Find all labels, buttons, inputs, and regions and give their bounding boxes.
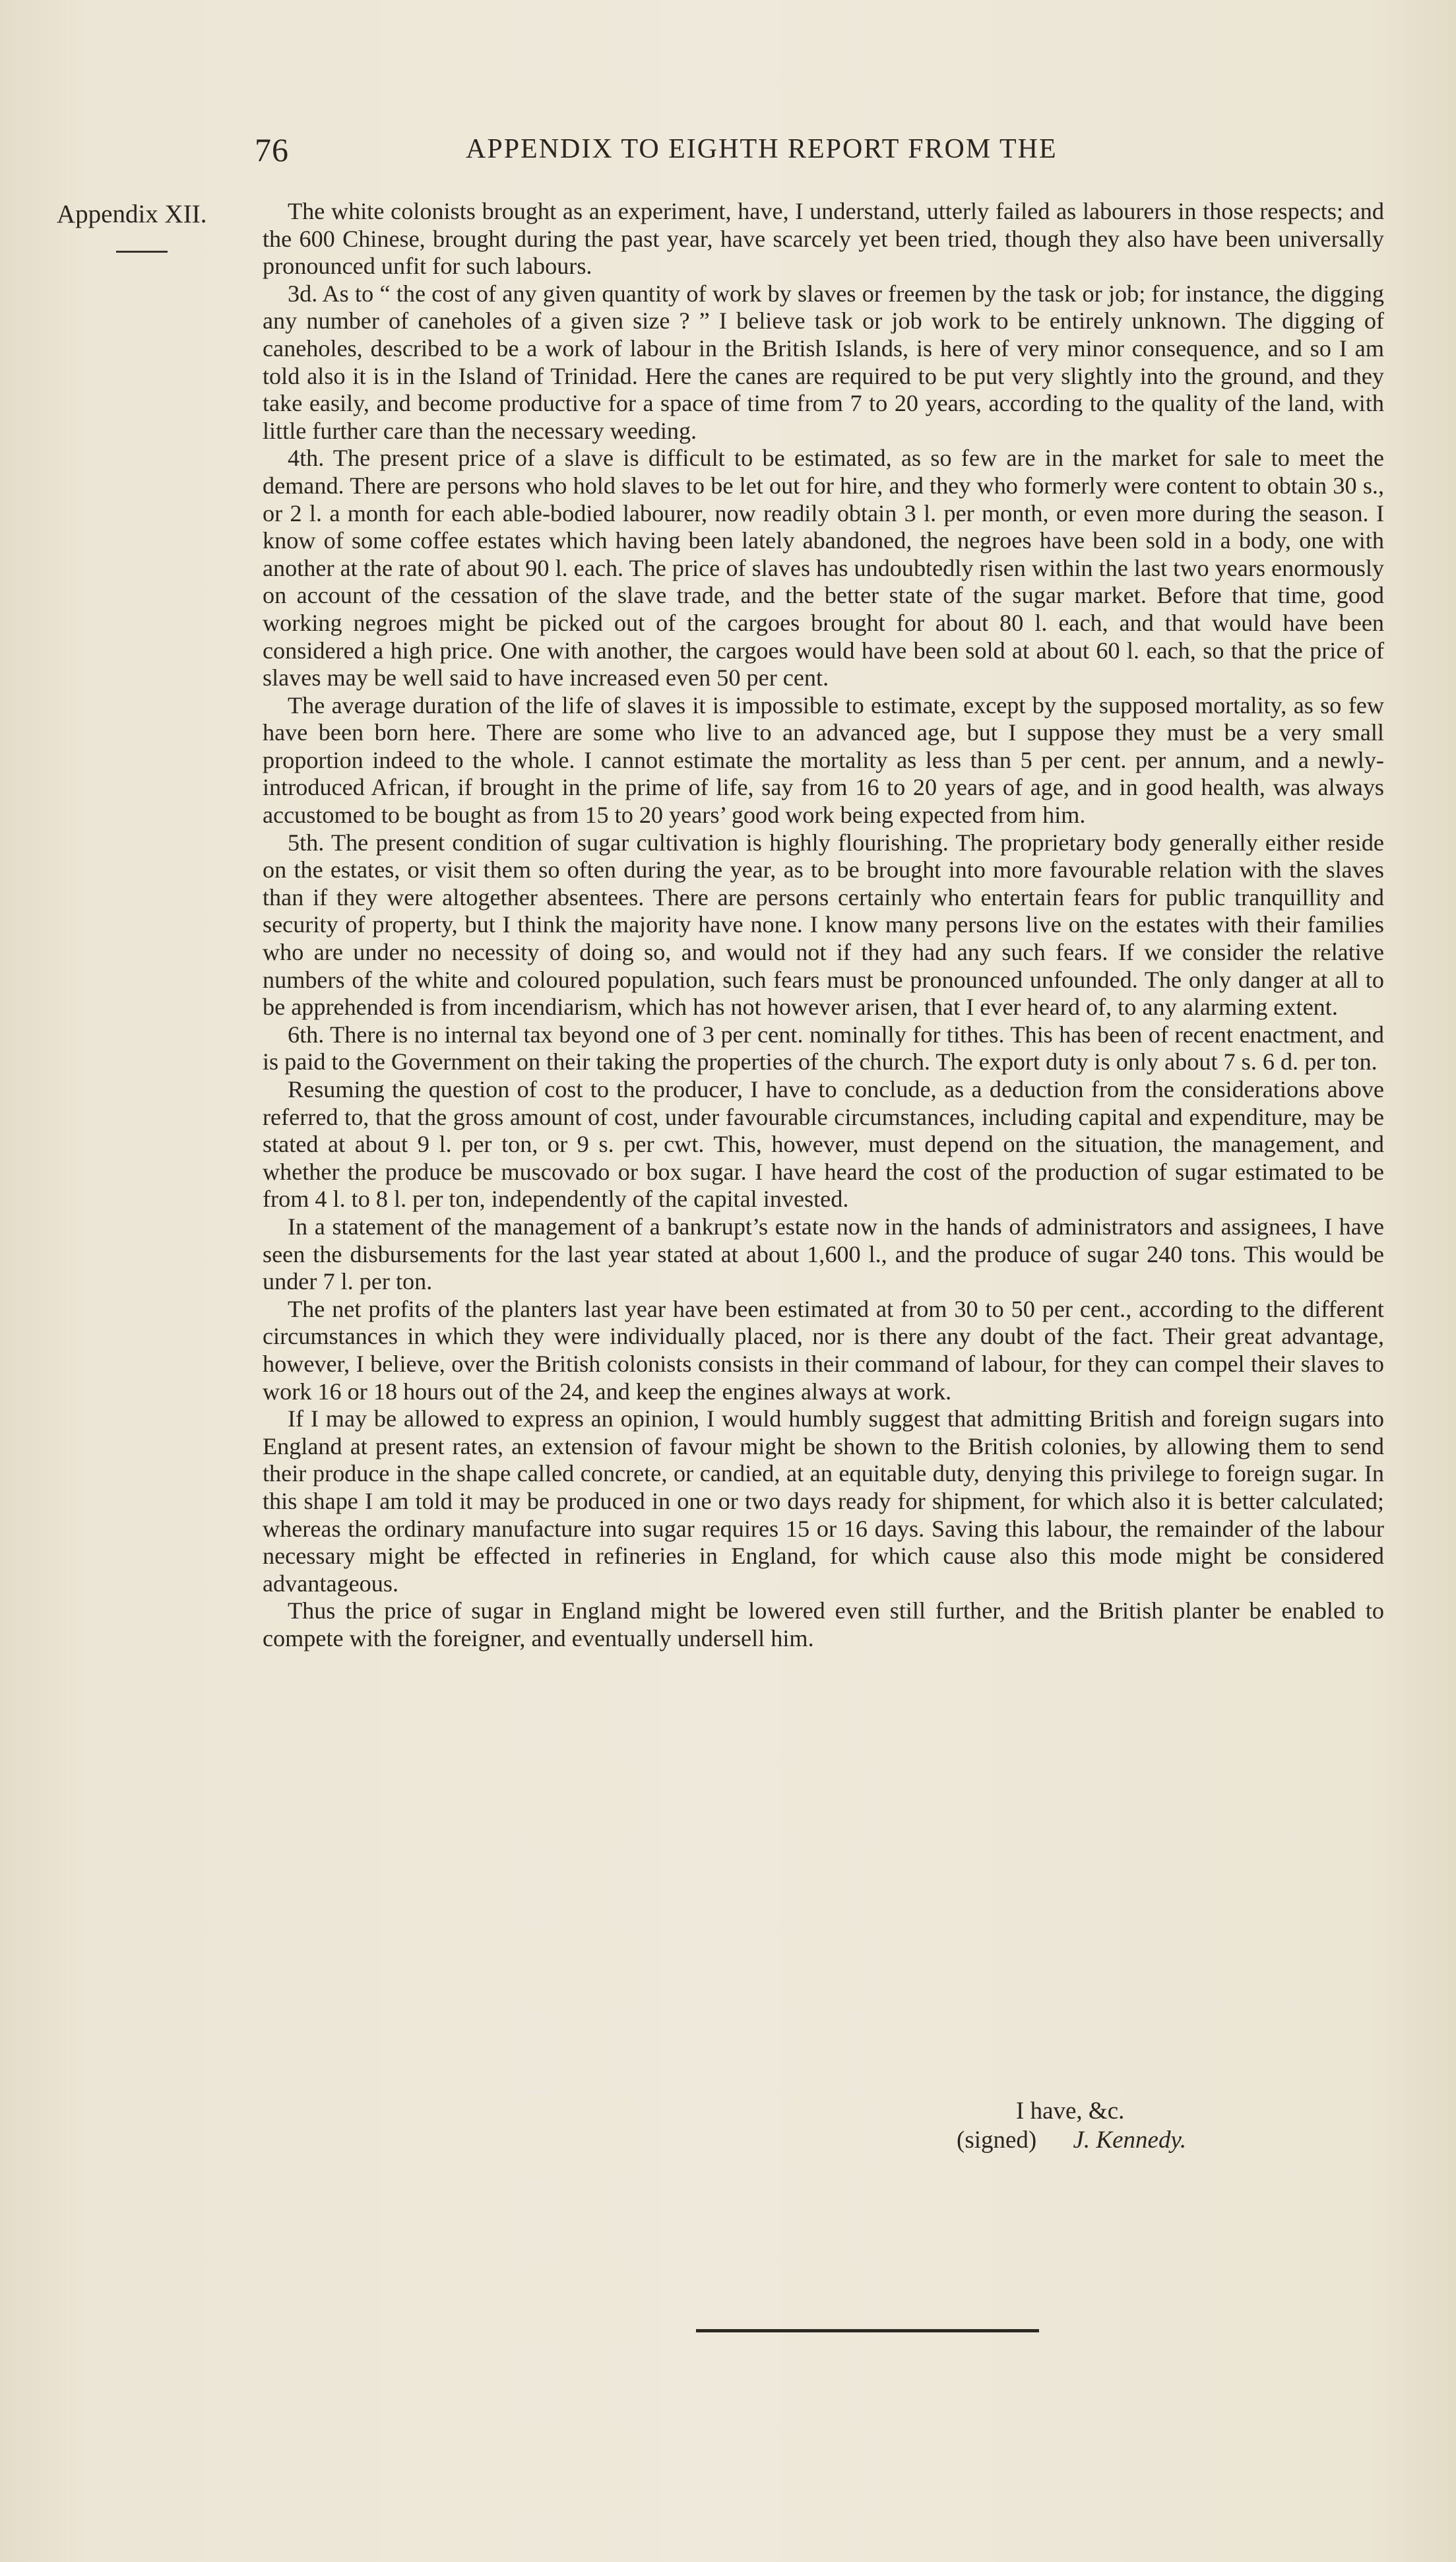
margin-dash-divider — [116, 251, 168, 253]
letter-closing — [957, 2097, 1187, 2155]
end-rule-divider — [696, 2329, 1039, 2332]
paragraph-cost-to-producer: Resuming the question of cost to the producer, I have to conclude, as a deduction from the considerations above referred to, that the gross amount of cost, under favourable circumstances, including capital and expenditure, may be stated at about 9 l. per ton, or 9 s. per cwt. This, however, must depend on the situation, the management, and whether the produce be muscovado or box sugar. I have heard the cost of the production of sugar estimated to be from 4 l. to 8 l. per ton, independently of the capital invested. — [263, 1076, 1384, 1213]
paragraph-fourth-slave-price: 4th. The present price of a slave is difficult to be estimated, as so few are in the market for sale to meet the demand. There are persons who hold slaves to be let out for hire, and they who formerly were content to obtain 30 s., or 2 l. a month for each able-bodied labourer, now readily obtain 3 l. per month, or even more during the season. I know of some coffee estates which having been lately abandoned, the negroes have been sold in a body, one with another at the rate of about 90 l. each. The price of slaves has undoubtedly risen within the last two years enormously on account of the cessation of the slave trade, and the better state of the sugar market. Before that time, good working negroes might be picked out of the cargoes brought for about 80 l. each, and that would have been considered a high price. One with another, the cargoes would have been sold at about 60 l. each, so that the price of slaves may be well said to have increased even 50 per cent. — [263, 445, 1384, 691]
paragraph-bankrupt-estate: In a statement of the management of a bankrupt’s estate now in the hands of administrators and assignees, I have seen the disbursements for the last year stated at about 1,600 l., and the produce of sugar 240 tons. This would be under 7 l. per ton. — [263, 1213, 1384, 1295]
paragraph-sixth-tax: 6th. There is no internal tax beyond one of 3 per cent. nominally for tithes. This has been of recent enactment, and is paid to the Government on their taking the properties of the church. The export duty is only about 7 s. 6 d. per ton. — [263, 1021, 1384, 1075]
paragraph-colonists: The white colonists brought as an experiment, have, I understand, utterly failed as labourers in those respects; and the 600 Chinese, brought during the past year, have scarcely yet been tried, though they also have been universally pronounced unfit for such labours. — [263, 198, 1384, 280]
paragraph-third-cost-of-work: 3d. As to “ the cost of any given quantity of work by slaves or freemen by the task or job; for instance, the digging any number of caneholes of a given size ? ” I believe task or job work to be entirely unknown. The digging of caneholes, described to be a work of labour in the British Islands, is here of very minor consequence, and so I am told also it is in the Island of Trinidad. Here the canes are required to be put very slightly into the ground, and they take easily, and become productive for a space of time from 7 to 20 years, according to the quality of the land, with little further care than the necessary weeding. — [263, 280, 1384, 444]
signature-line — [957, 2126, 1186, 2155]
paragraph-fifth-sugar-cultivation: 5th. The present condition of sugar cultivation is highly flourishing. The proprietary body generally either reside on the estates, or visit them so often during the year, as to be brought into more favourable relation with the slaves than if they were altogether absentees. There are persons certainly who entertain fears for public tranquillity and security of property, but I think the majority have none. I know many persons live on the estates with their families who are under no necessity of doing so, and would not if they had any such fears. If we consider the relative numbers of the white and coloured population, such fears must be pronounced unfounded. The only danger at all to be apprehended is from incendiarism, which has not however arisen, that I ever heard of, to any alarming extent. — [263, 829, 1384, 1021]
closing-salutation: I have, &c. — [1016, 2098, 1125, 2125]
paragraph-life-duration: The average duration of the life of slaves it is impossible to estimate, except by the supposed mortality, as so few have been born here. There are some who live to an advanced age, but I suppose they must be a very small proportion indeed to the whole. I cannot estimate the mortality as less than 5 per cent. per annum, and a newly-introduced African, if brought in the prime of life, say from 16 to 20 years of age, and in good health, was always accustomed to be bought as from 15 to 20 years’ good work being expected from him. — [263, 691, 1384, 829]
paragraph-opinion: If I may be allowed to express an opinion, I would humbly suggest that admitting British and foreign sugars into England at present rates, an extension of favour might be shown to the British colonies, by allowing them to send their produce in the shape called concrete, or candied, at an equitable duty, denying this privilege to foreign sugar. In this shape I am told it may be produced in one or two days ready for shipment, for which also it is better calculated; whereas the ordinary manufacture into sugar requires 15 or 16 days. Saving this labour, the remainder of the labour necessary might be effected in refineries in England, for which cause also this mode might be considered advantageous. — [263, 1405, 1384, 1597]
paragraph-conclusion: Thus the price of sugar in England might be lowered even still further, and the British planter be enabled to compete with the foreigner, and eventually undersell him. — [263, 1597, 1384, 1651]
signature: J. Kennedy. — [1073, 2127, 1187, 2154]
appendix-margin-label: Appendix XII. — [57, 200, 207, 228]
paragraph-net-profits: The net profits of the planters last year have been estimated at from 30 to 50 per cent., according to the different circumstances in which they were individually placed, nor is there any doubt of the fact. Their great advantage, however, I believe, over the British colonists consists in their command of labour, for they can compel their slaves to work 16 or 18 hours out of the 24, and keep the engines always at work. — [263, 1295, 1384, 1405]
page-header — [255, 131, 1388, 183]
running-head: APPENDIX TO EIGHTH REPORT FROM THE — [466, 134, 1058, 164]
page-number: 76 — [255, 131, 289, 168]
signed-label: (signed) — [957, 2127, 1037, 2154]
body-text — [263, 198, 1384, 1652]
